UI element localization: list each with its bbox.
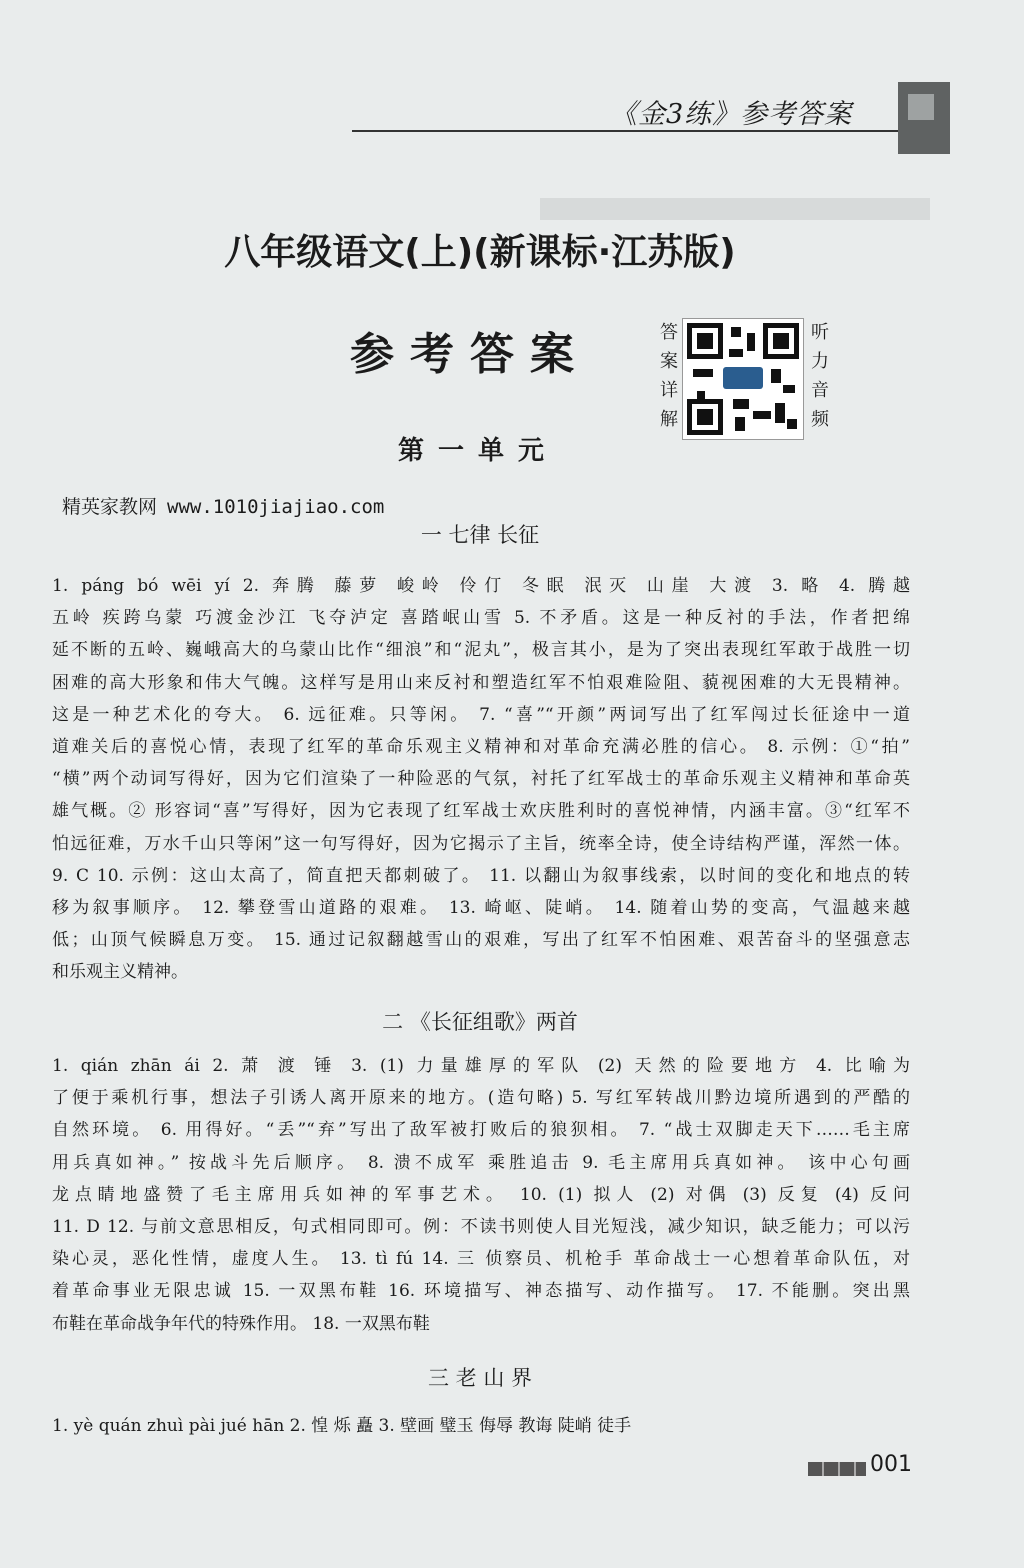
page-number: 001: [870, 1452, 912, 1477]
answer-line: 怕远征难，万水千山只等闲”这一句写得好，因为它揭示了主旨，统率全诗，使全诗结构严谨，浑然一体。: [52, 833, 910, 854]
section-title: 三 老 山 界: [427, 1366, 533, 1390]
answer-line: 雄气概。② 形容词“喜”写得好，因为它表现了红军战士欢庆胜利时的喜悦神情，内涵丰富。③“红军不: [52, 801, 910, 822]
answer-line: 9. C 10. 示例：这山太高了，简直把天都刺破了。 11. 以翻山为叙事线索，以时间的变化和地点的转: [52, 865, 910, 886]
answer-line: 1. yè quán zhuì pài jué hān 2. 惶 烁 矗 3. 壁画 璧玉 侮辱 教诲 陡峭 徒手: [52, 1416, 632, 1436]
answer-line: 着革命事业无限忠诚 15. 一双黑布鞋 16. 环境描写、神态描写、动作描写。 17. 不能删。突出黑: [52, 1281, 910, 1302]
answer-line: 11. D 12. 与前文意思相反，句式相同即可。例：不读书则使人目光短浅，减少知识，缺乏能力；可以污: [52, 1217, 910, 1238]
page-title: 八年级语文(上)(新课标·江苏版): [224, 232, 736, 273]
watermark: [62, 492, 384, 519]
answer-line: 五岭 疾跨乌蒙 巧渡金沙江 飞夺泸定 喜踏岷山雪 5. 不矛盾。这是一种反衬的手法，作者把绵: [52, 608, 910, 629]
answer-line: “横”两个动词写得好，因为它们渲染了一种险恶的气氛，衬托了红军战士的革命乐观主义精神和革命英: [52, 769, 910, 790]
header-rule: [352, 130, 918, 132]
header-faded-strip: [540, 198, 930, 220]
section-answers: [52, 1410, 910, 1442]
qr-left-label: 答案详解: [660, 322, 678, 430]
answer-line: 染心灵，恶化性情，虚度人生。 13. tì fú 14. 三 侦察员、机枪手 革命战士一心想着革命队伍，对: [52, 1249, 910, 1270]
answer-line: 延不断的五岭、巍峨高大的乌蒙山比作“细浪”和“泥丸”，极言其小，是为了突出表现红军敢于战胜一切: [52, 640, 910, 661]
section-title: 二 《长征组歌》两首: [382, 1010, 578, 1034]
section-answers: [52, 570, 910, 989]
answer-line: 和乐观主义精神。: [52, 962, 188, 983]
qr-code-icon[interactable]: [682, 318, 804, 440]
section-answers: [52, 1050, 910, 1340]
answer-line: 布鞋在革命战争年代的特殊作用。 18. 一双黑布鞋: [52, 1313, 430, 1334]
answer-line: 困难的高大形象和伟大气魄。这样写是用山来反衬和塑造红军不怕艰难险阻、藐视困难的大无畏精神。: [52, 672, 910, 693]
answer-line: 低；山顶气候瞬息万变。 15. 通过记叙翻越雪山的艰难，写出了红军不怕困难、艰苦奋斗的坚强意志: [52, 930, 910, 951]
section-title: 一 七律 长征: [420, 523, 540, 547]
answer-line: 用兵真如神。” 按战斗先后顺序。 8. 溃不成军 乘胜追击 9. 毛主席用兵真如神。 该中心句画: [52, 1152, 910, 1173]
answer-line: 1. páng bó wēi yí 2. 奔腾 藤萝 峻岭 伶仃 冬眠 泯灭 山崖 大渡 3. 略 4. 腾越: [52, 576, 910, 596]
answer-line: 自然环境。 6. 用得好。“丢”“弃”写出了敌军被打败后的狼狈相。 7. “战士双脚走天下……毛主席: [52, 1120, 910, 1141]
answer-line: 龙点睛地盛赞了毛主席用兵如神的军事艺术。 10. (1) 拟人 (2) 对偶 (3) 反复 (4) 反问: [52, 1184, 910, 1205]
answer-line: 这是一种艺术化的夸大。 6. 远征难。只等闲。 7. “喜”“开颜”两词写出了红军闯过长征途中一道: [52, 704, 910, 725]
watermark-url: www.1010jiajiao.com: [167, 496, 385, 518]
answer-line: 了便于乘机行事，想法子引诱人离开原来的地方。(造句略) 5. 写红军转战川黔边境所遇到的严酷的: [52, 1088, 910, 1109]
answer-heading: 参考答案: [350, 329, 590, 380]
qr-right-label: 听力音频: [811, 322, 829, 430]
watermark-site-name: 精英家教网: [62, 496, 158, 518]
answer-line: 1. qián zhān ái 2. 萧 渡 锤 3. (1) 力量雄厚的军队 (2) 天然的险要地方 4. 比喻为: [52, 1056, 910, 1076]
header-decor-block: [898, 82, 950, 154]
book-header-title: 《金3练》参考答案: [610, 99, 853, 130]
answer-line: 道难关后的喜悦心情，表现了红军的革命乐观主义精神和对革命充满必胜的信心。 8. 示例：①“拍”: [52, 737, 910, 758]
unit-heading: 第一单元: [398, 436, 559, 466]
page-number-decor: [808, 1462, 866, 1476]
answer-line: 移为叙事顺序。 12. 攀登雪山道路的艰难。 13. 崎岖、陡峭。 14. 随着山势的变高，气温越来越: [52, 898, 910, 919]
